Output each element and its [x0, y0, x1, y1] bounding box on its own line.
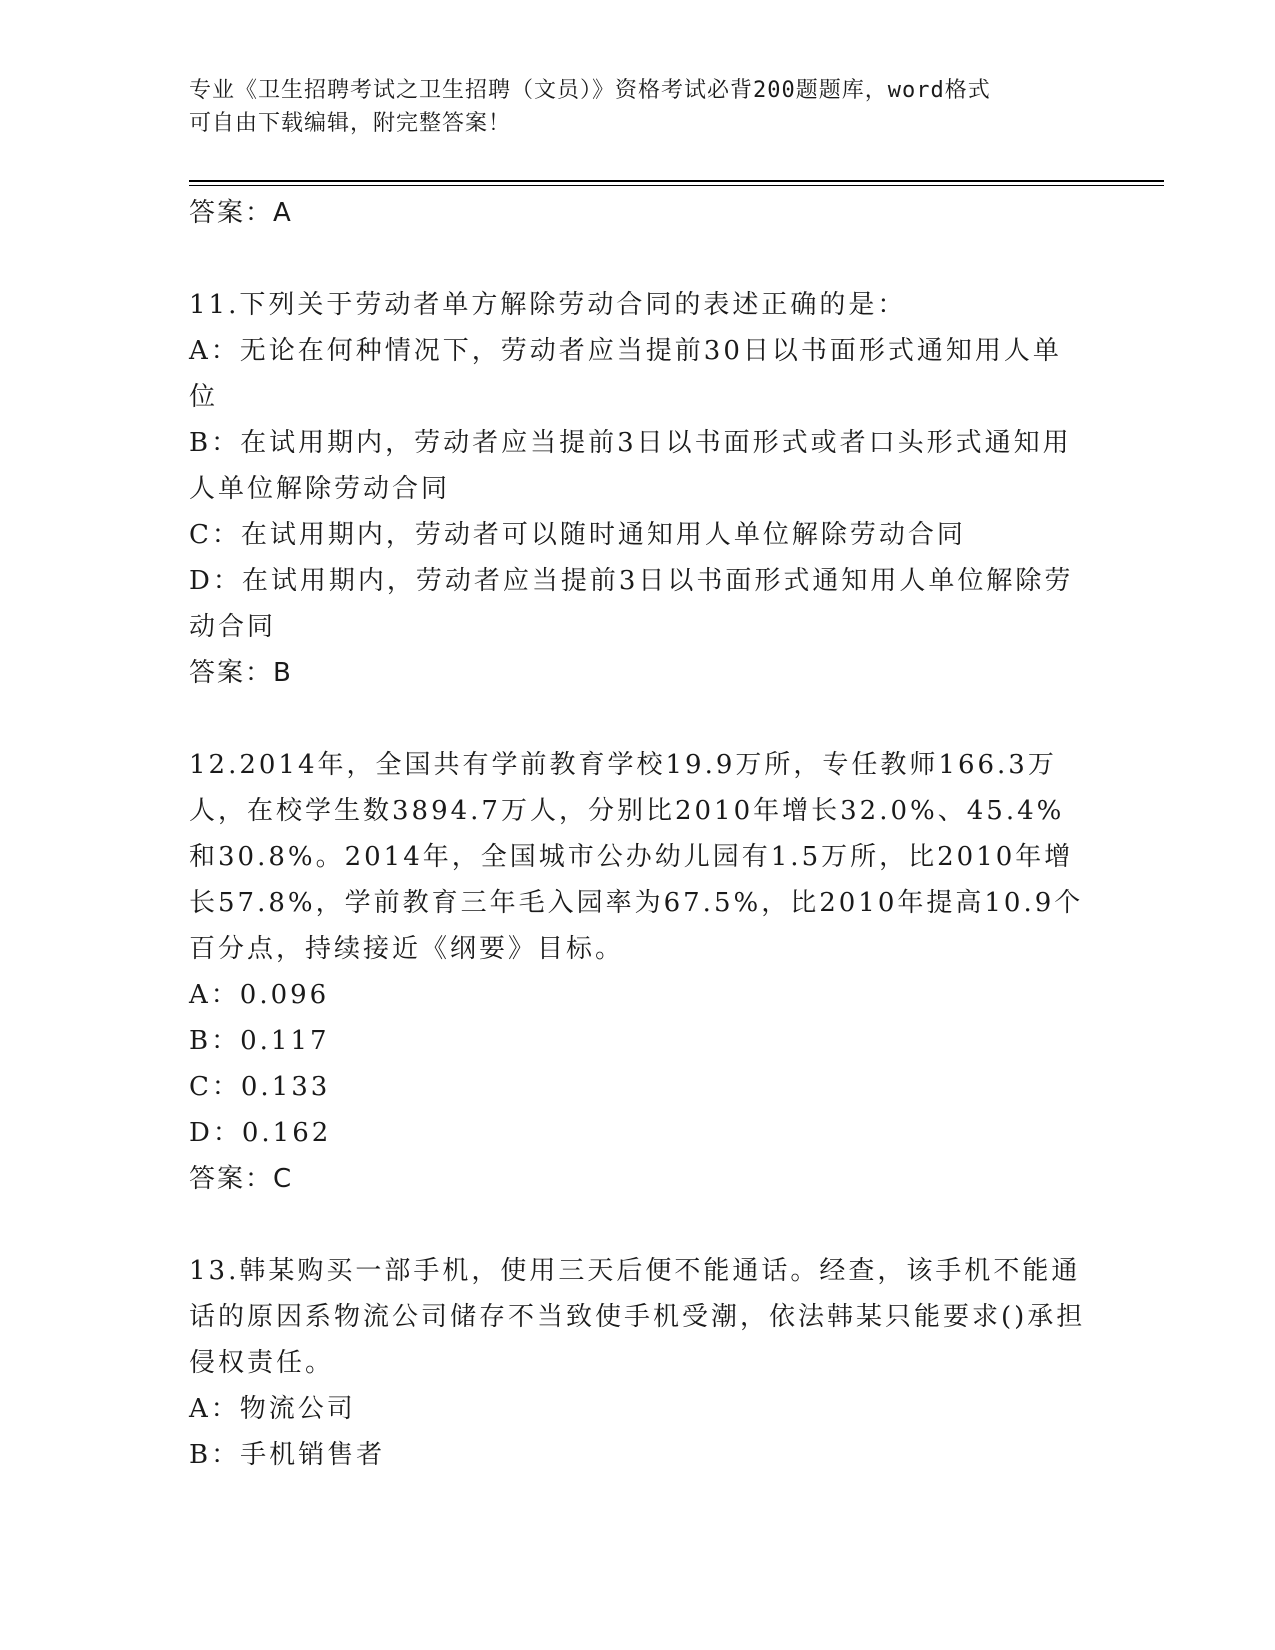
question-12-option-d: D：0.162: [189, 1118, 332, 1148]
previous-answer: 答案：A: [189, 198, 293, 228]
header-divider-thick: [189, 180, 1164, 182]
question-content: [189, 190, 1089, 1478]
question-13-option-a: A：物流公司: [189, 1394, 356, 1424]
question-12-answer: 答案：C: [189, 1164, 294, 1194]
question-11-stem: 11.下列关于劳动者单方解除劳动合同的表述正确的是：: [189, 290, 907, 320]
question-13: [189, 1248, 1089, 1478]
question-11-option-d: D：在试用期内，劳动者应当提前3日以书面形式通知用人单位解除劳动合同: [189, 566, 1074, 642]
header-line-2: 可自由下载编辑，附完整答案！: [189, 111, 512, 136]
spacer: [189, 236, 1089, 282]
document-header: [189, 74, 1089, 140]
question-12-option-c: C：0.133: [189, 1072, 331, 1102]
question-11-option-a: A：无论在何种情况下，劳动者应当提前30日以书面形式通知用人单位: [189, 336, 1062, 412]
spacer: [189, 696, 1089, 742]
question-12-option-b: B：0.117: [189, 1026, 330, 1056]
question-13-option-b: B：手机销售者: [189, 1440, 386, 1470]
header-line-1: 专业《卫生招聘考试之卫生招聘（文员）》资格考试必背200题题库，word格式: [189, 78, 991, 103]
question-11-answer: 答案：B: [189, 658, 293, 688]
question-12: [189, 742, 1089, 1202]
question-12-option-a: A：0.096: [189, 980, 330, 1010]
question-11-option-b: B：在试用期内，劳动者应当提前3日以书面形式或者口头形式通知用人单位解除劳动合同: [189, 428, 1072, 504]
question-11: [189, 282, 1089, 696]
question-12-stem: 12.2014年，全国共有学前教育学校19.9万所，专任教师166.3万人，在校学生数3894.7万人，分别比2010年增长32.0%、45.4%和30.8%。2014年，全国城市公办幼儿园有1.5万所，比2010年增长57.8%，学前教育三年毛入园率为67.5%，比2010年提高10.9个百分点，持续接近《纲要》目标。: [189, 750, 1084, 964]
question-13-stem: 13.韩某购买一部手机，使用三天后便不能通话。经查，该手机不能通话的原因系物流公司储存不当致使手机受潮，依法韩某只能要求()承担侵权责任。: [189, 1256, 1086, 1378]
question-11-option-c: C：在试用期内，劳动者可以随时通知用人单位解除劳动合同: [189, 520, 966, 550]
spacer: [189, 1202, 1089, 1248]
header-divider-thin: [189, 185, 1164, 186]
